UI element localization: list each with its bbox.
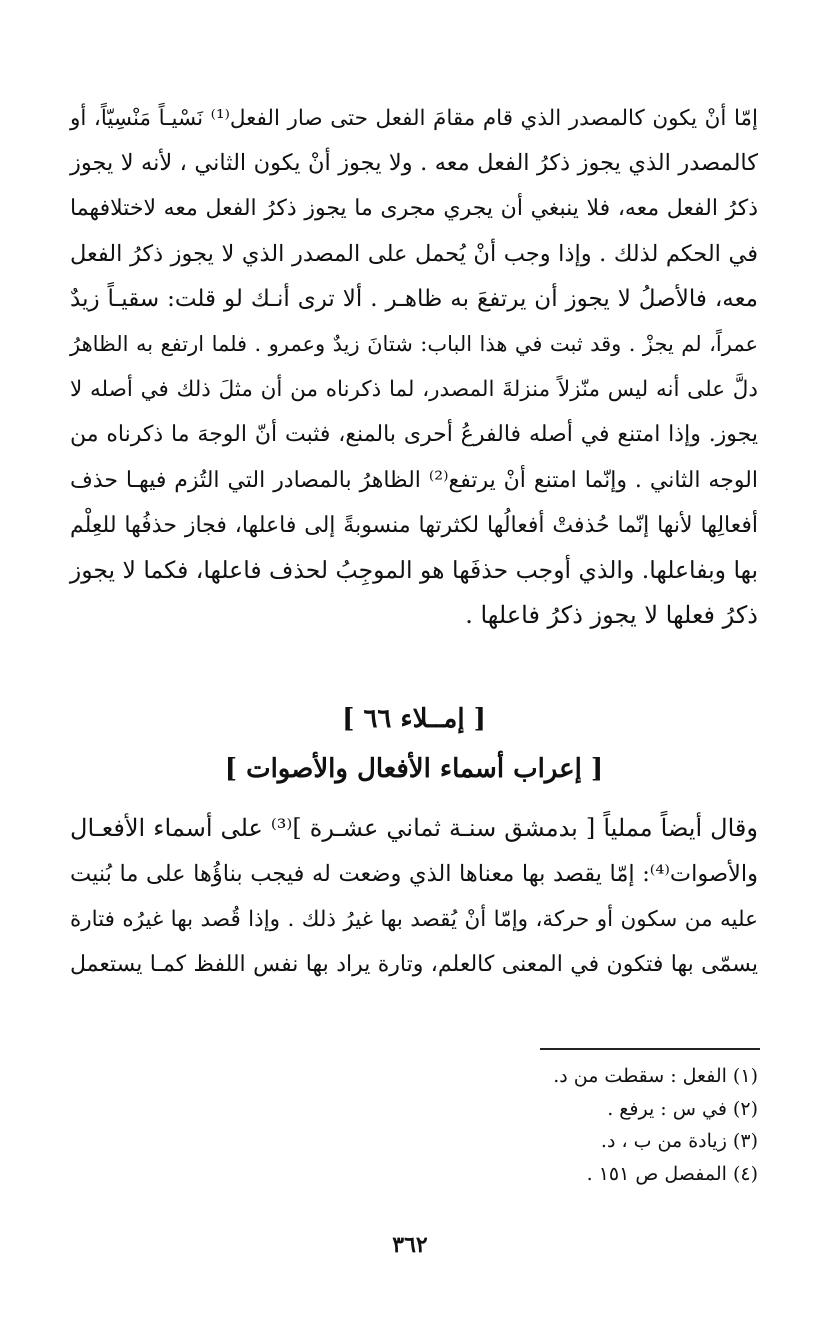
text-line: بها وبفاعلها. والذي أوجب حذفَها هو الموجِبُ لحذف فاعلها، فكما لا يجوز [69,556,758,585]
footnote-item: (١) الفعل : سقطت من د. [553,1065,758,1087]
footnote-item: (٢) في س : يرفع . [607,1097,758,1120]
text-line: ذكرُ فعلها لا يجوز ذكرُ فاعلها . [465,601,758,630]
text-line: أفعالِها لأنها إنّما حُذفتْ أفعالُها لكثرتها منسوبةً إلى فاعلها، فجاز حذفُها للعِلْم [70,512,758,538]
dictation-number-heading: [ إمــلاء ٦٦ ] [342,704,486,735]
text-line: يسمّى بها فتكون في المعنى كالعلم، وتارة يراد بها نفس اللفظ كمـا يستعمل [70,952,758,978]
section-heading [70,694,758,794]
text-line: عمراً، لم يجزْ . وقد ثبت في هذا الباب: شتانَ زيدٌ وعمرو . فلما ارتفع به الظاهرُ [70,332,758,357]
text-line: ذكرُ الفعل معه، فلا ينبغي أن يجري مجرى ما يجوز ذكرُ الفعل معه لاختلافهما [70,196,758,222]
text-line: معه، فالأصلُ لا يجوز أن يرتفعَ به ظاهـر . ألا ترى أنـك لو قلت: سقيـاً زيدٌ [70,285,758,312]
footnotes [358,1060,758,1190]
text-line: عليه من سكون أو حركة، وإمّا أنْ يُقصد بها غيرُ ذلك . وإذا قُصد بها غيرُه فتارة [70,906,758,932]
section-title: [ إعراب أسماء الأفعال والأصوات ] [224,754,604,785]
footnote-item: (٣) زيادة من ب ، د. [600,1130,758,1152]
footnote-item: (٤) المفصل ص ١٥١ . [586,1162,758,1185]
text-line: يجوز. وإذا امتنع في أصله فالفرعُ أحرى بالمنع، فثبت أنّ الوجهَ ما ذكرناه من [70,422,758,448]
text-line: والأصوات⁽⁴⁾: إمّا يقصد بها معناها الذي وضعت له فيجب بناؤُها على ما بُنيت [70,860,758,887]
text-line: الوجه الثاني . وإنّما امتنع أنْ يرتفع⁽²⁾ الظاهرُ بالمصادر التي التُزم فيهـا حذف [70,467,758,493]
page-body [70,96,758,987]
text-line: دلَّ على أنه ليس منّزلاً منزلةَ المصدر، لما ذكرناه من أن مثلَ ذلك في أصله لا [70,377,758,403]
text-line: وقال أيضاً مملياً [ بدمشق سنـة ثماني عشـرة ]⁽³⁾ على أسماء الأفعـال [70,814,758,843]
page-number: ٣٦٢ [392,1232,428,1258]
paragraph-1 [70,96,758,638]
text-line: كالمصدر الذي يجوز ذكرُ الفعل معه . ولا يجوز أنْ يكون الثاني ، لأنه لا يجوز [70,150,758,177]
text-line: إمّا أنْ يكون كالمصدر الذي قام مقامَ الفعل حتى صار الفعل⁽¹⁾ نَسْيـاً مَنْسِيّاً، أو [70,106,758,131]
text-line: في الحكم لذلك . وإذا وجب أنْ يُحمل على المصدر الذي لا يجوز ذكرُ الفعل [70,240,758,267]
footnote-divider [540,1048,760,1050]
paragraph-2 [70,806,758,987]
